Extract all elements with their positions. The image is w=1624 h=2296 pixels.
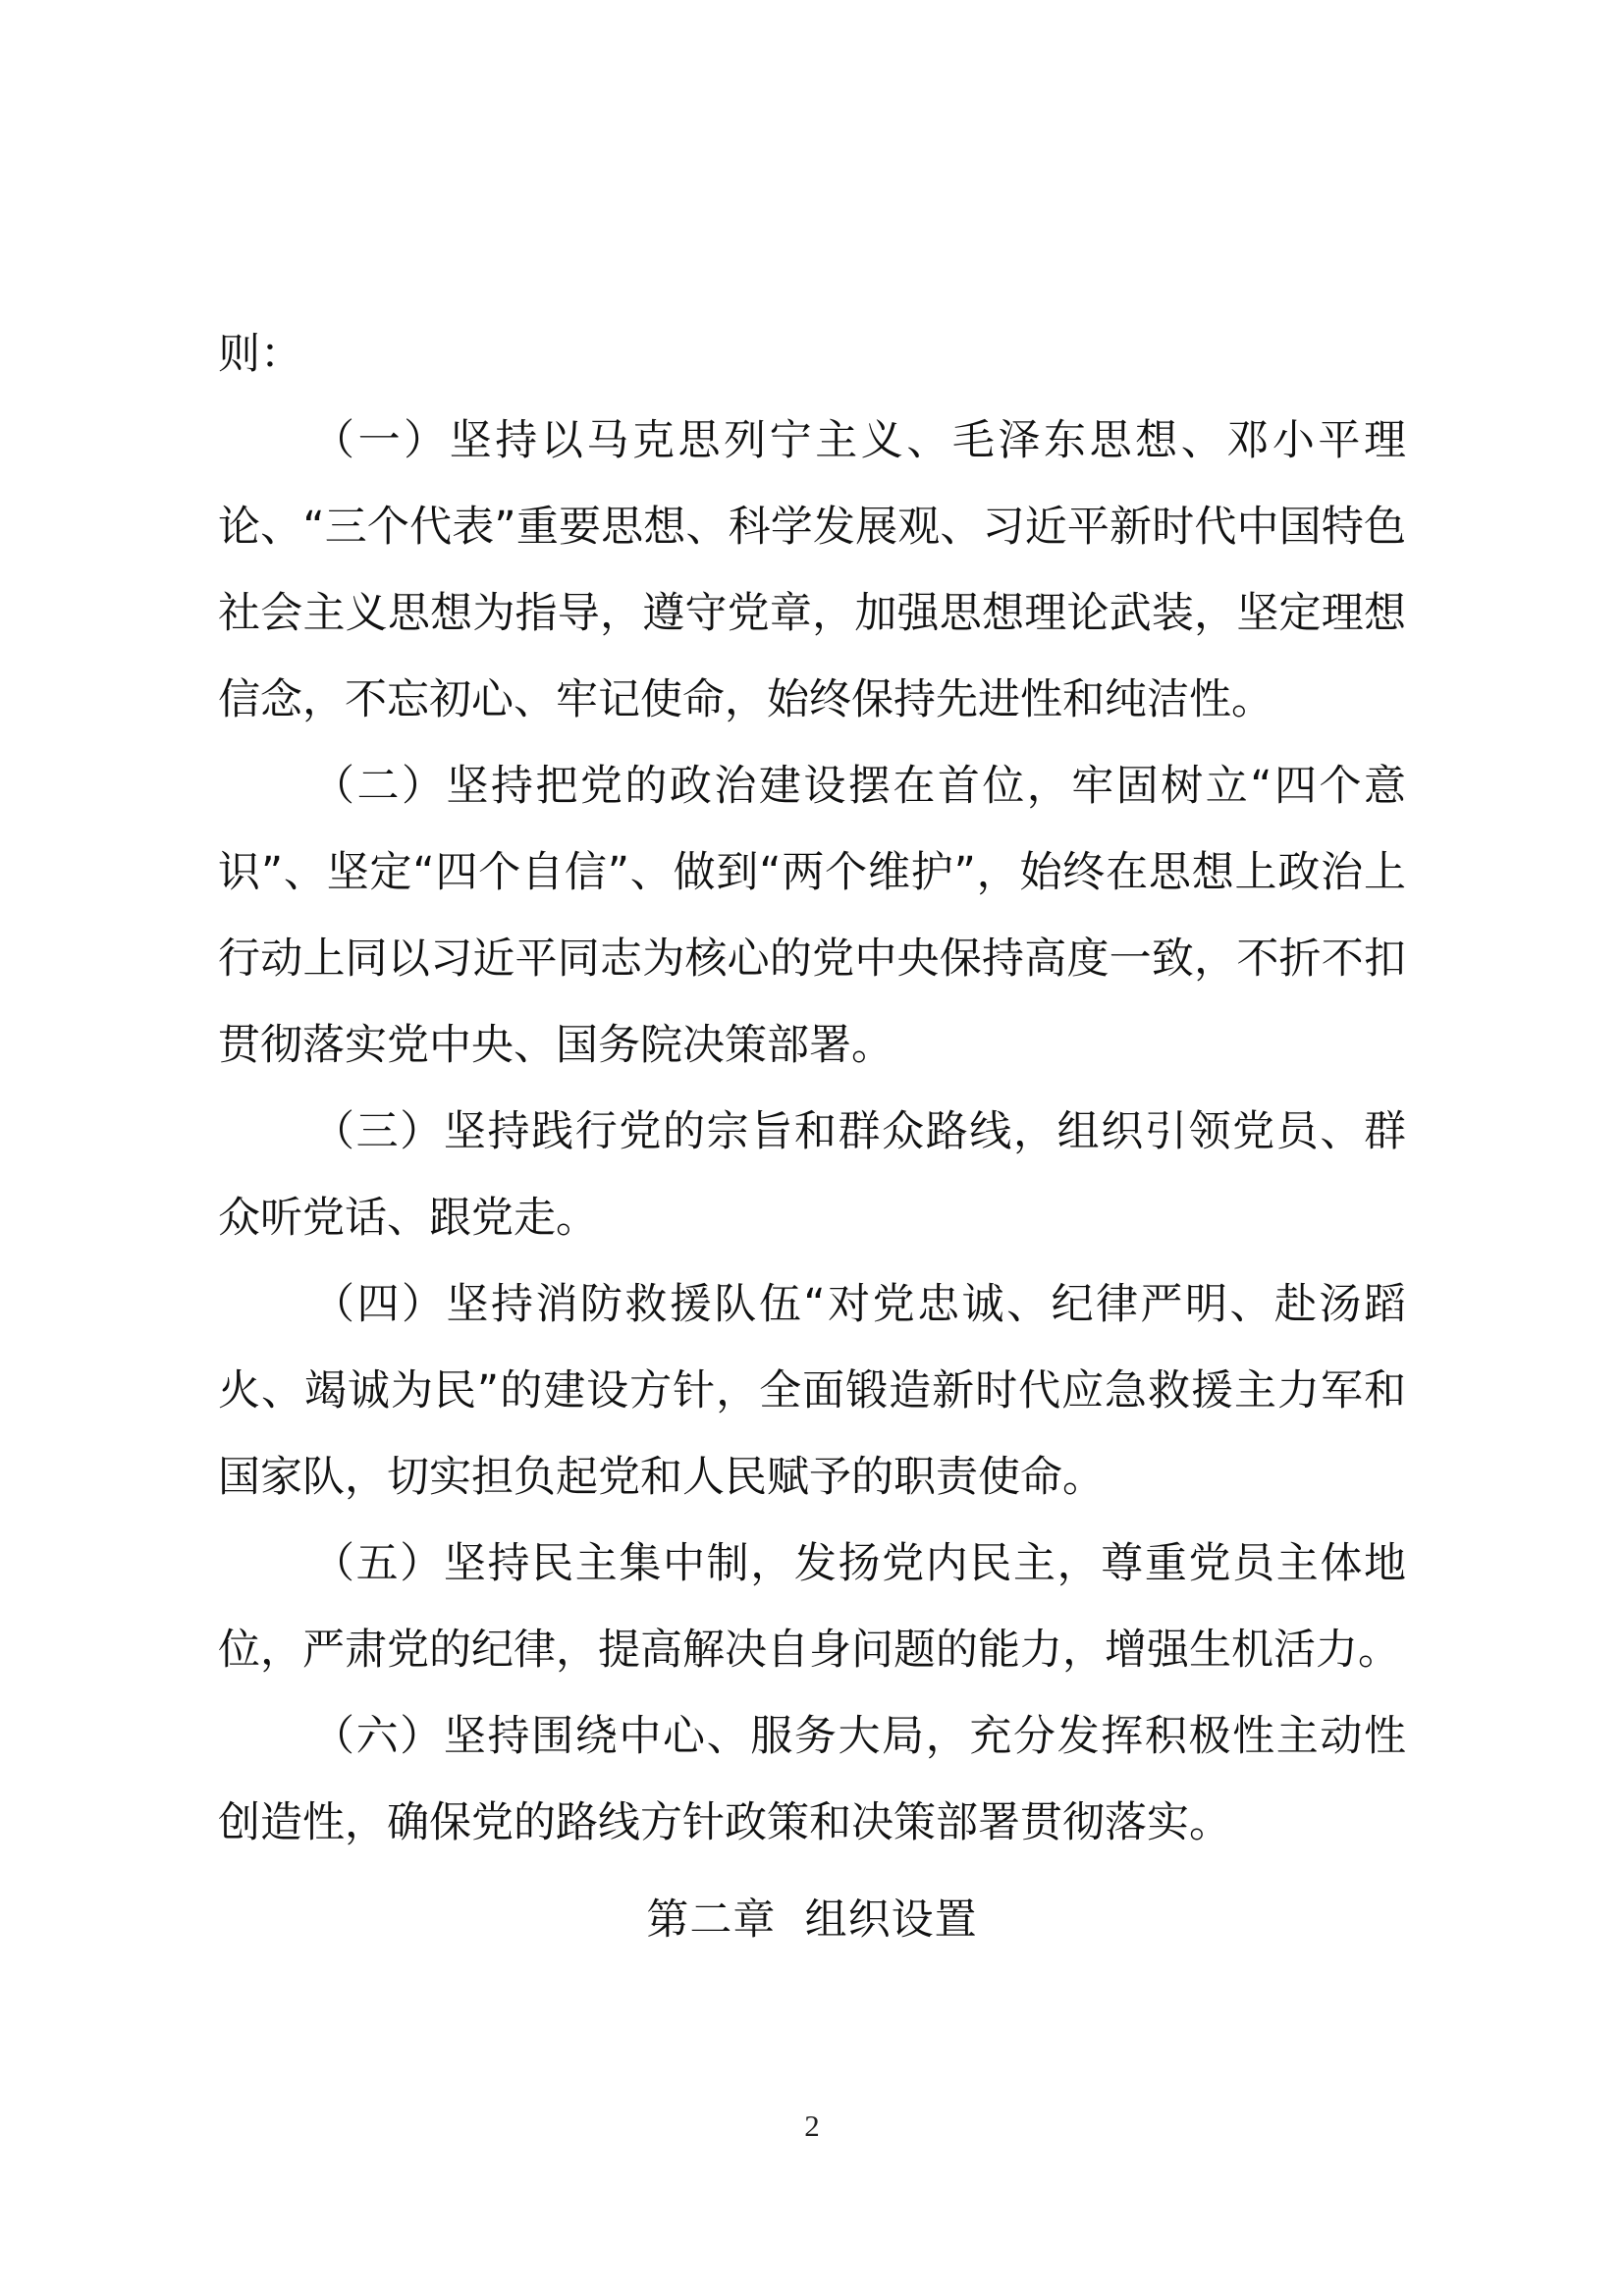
paragraph-item-3: （三）坚持践行党的宗旨和群众路线，组织引领党员、群众听党话、跟党走。 [218, 1107, 1406, 1243]
paragraph-item-1: （一）坚持以马克思列宁主义、毛泽东思想、邓小平理论、“三个代表”重要思想、科学发展观、习近平新时代中国特色社会主义思想为指导，遵守党章，加强思想理论武装，坚定理想信念，不忘初心、牢记使命，始终保持先进性和纯洁性。 [218, 416, 1406, 724]
paragraph-item-2: （二）坚持把党的政治建设摆在首位，牢固树立“四个意识”、坚定“四个自信”、做到“两个维护”，始终在思想上政治上行动上同以习近平同志为核心的党中央保持高度一致，不折不扣贯彻落实党中央、国务院决策部署。 [218, 762, 1406, 1070]
paragraph-continuation: 则： [218, 330, 302, 379]
paragraph-item-5: （五）坚持民主集中制，发扬党内民主，尊重党员主体地位，严肃党的纪律，提高解决自身问题的能力，增强生机活力。 [218, 1539, 1406, 1675]
paragraph-item-4: （四）坚持消防救援队伍“对党忠诚、纪律严明、赴汤蹈火、竭诚为民”的建设方针，全面锻造新时代应急救援主力军和国家队，切实担负起党和人民赋予的职责使命。 [218, 1280, 1406, 1502]
document-body [218, 311, 1406, 1866]
chapter-heading: 第二章 组织设置 [646, 1896, 978, 1945]
page-number: 2 [804, 2109, 820, 2143]
paragraph-item-6: （六）坚持围绕中心、服务大局，充分发挥积极性主动性创造性，确保党的路线方针政策和决策部署贯彻落实。 [218, 1712, 1406, 1847]
